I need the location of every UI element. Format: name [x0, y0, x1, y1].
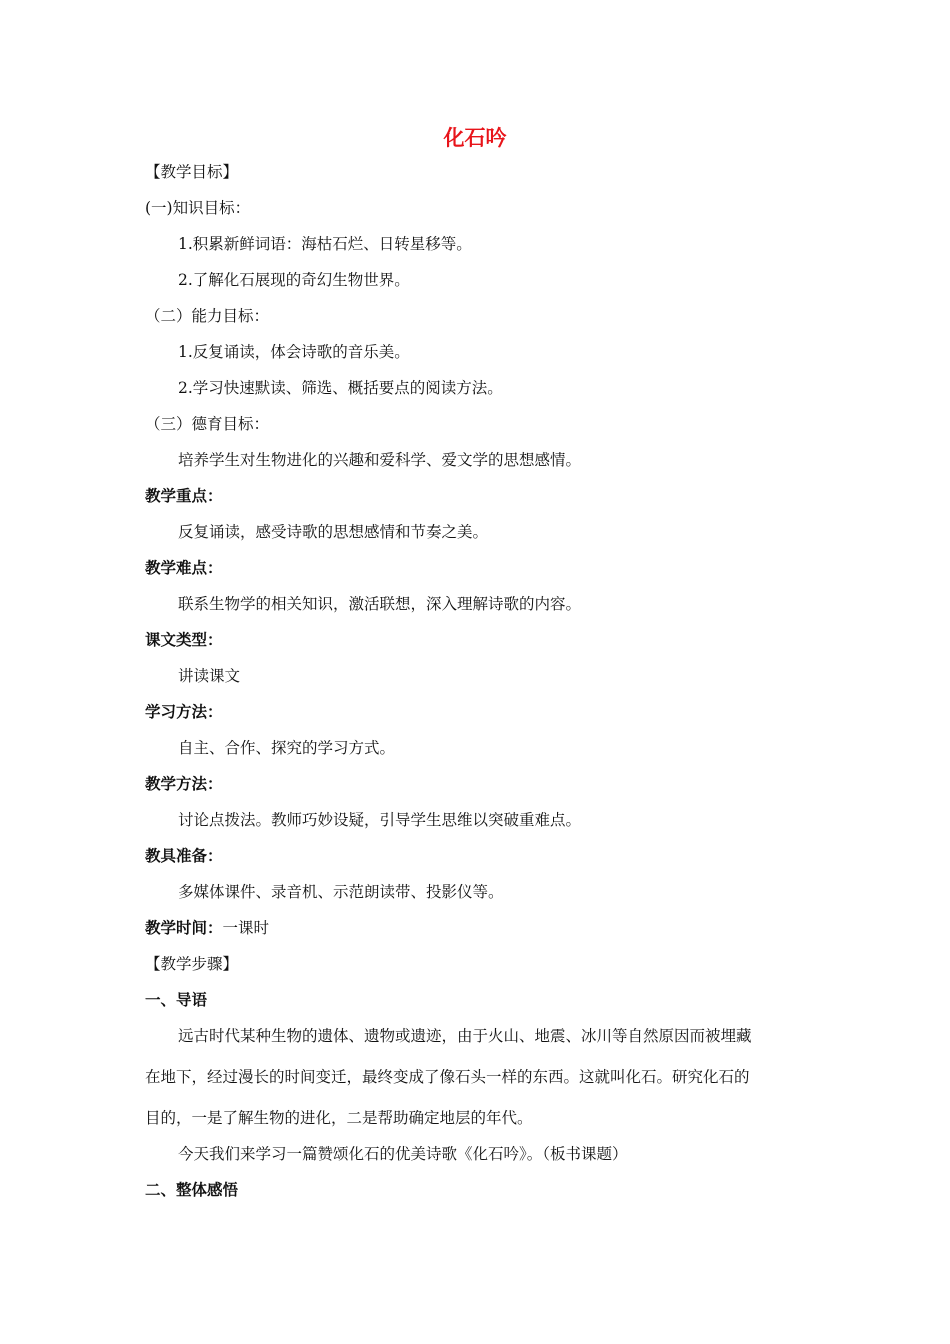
- intro-paragraph-line-1: 远古时代某种生物的遗体、遗物或遗迹，由于火山、地震、冰川等自然原因而被埋藏: [178, 1027, 752, 1045]
- moral-heading: （三）德育目标：: [145, 415, 270, 433]
- knowledge-item-1: 1.积累新鲜词语：海枯石烂、日转星移等。: [178, 235, 472, 253]
- ability-item-2: 2.学习快速默读、筛选、概括要点的阅读方法。: [178, 379, 503, 397]
- time-text: 一课时: [222, 919, 270, 937]
- difficulty-text: 联系生物学的相关知识，激活联想，深入理解诗歌的内容。: [178, 595, 582, 613]
- goals-heading: 【教学目标】: [145, 163, 239, 181]
- knowledge-heading: (一)知识目标：: [145, 199, 251, 217]
- intro-heading: 一、导语: [145, 991, 208, 1009]
- perception-heading: 二、整体感悟: [145, 1181, 239, 1199]
- intro-paragraph-line-3: 目的，一是了解生物的进化，二是帮助确定地层的年代。: [145, 1109, 533, 1127]
- steps-heading: 【教学步骤】: [145, 955, 239, 973]
- type-heading: 课文类型：: [145, 631, 223, 649]
- page-title: 化石吟: [443, 126, 507, 150]
- ability-heading: （二）能力目标：: [145, 307, 270, 325]
- knowledge-item-2: 2.了解化石展现的奇幻生物世界。: [178, 271, 410, 289]
- difficulty-heading: 教学难点：: [145, 559, 223, 577]
- tools-heading: 教具准备：: [145, 847, 223, 865]
- tools-text: 多媒体课件、录音机、示范朗读带、投影仪等。: [178, 883, 504, 901]
- time-line: [145, 918, 269, 938]
- key-heading: 教学重点：: [145, 487, 223, 505]
- intro-paragraph-line-2: 在地下，经过漫长的时间变迁，最终变成了像石头一样的东西。这就叫化石。研究化石的: [145, 1068, 750, 1086]
- type-text: 讲读课文: [178, 667, 241, 685]
- time-heading: 教学时间：: [145, 919, 223, 937]
- learning-text: 自主、合作、探究的学习方式。: [178, 739, 396, 757]
- moral-item-1: 培养学生对生物进化的兴趣和爱科学、爱文学的思想感情。: [178, 451, 582, 469]
- intro-paragraph-2: 今天我们来学习一篇赞颂化石的优美诗歌《化石吟》。（板书课题）: [178, 1145, 628, 1163]
- teaching-heading: 教学方法：: [145, 775, 223, 793]
- key-text: 反复诵读，感受诗歌的思想感情和节奏之美。: [178, 523, 489, 541]
- learning-heading: 学习方法：: [145, 703, 223, 721]
- ability-item-1: 1.反复诵读，体会诗歌的音乐美。: [178, 343, 410, 361]
- teaching-text: 讨论点拨法。教师巧妙设疑，引导学生思维以突破重难点。: [178, 811, 582, 829]
